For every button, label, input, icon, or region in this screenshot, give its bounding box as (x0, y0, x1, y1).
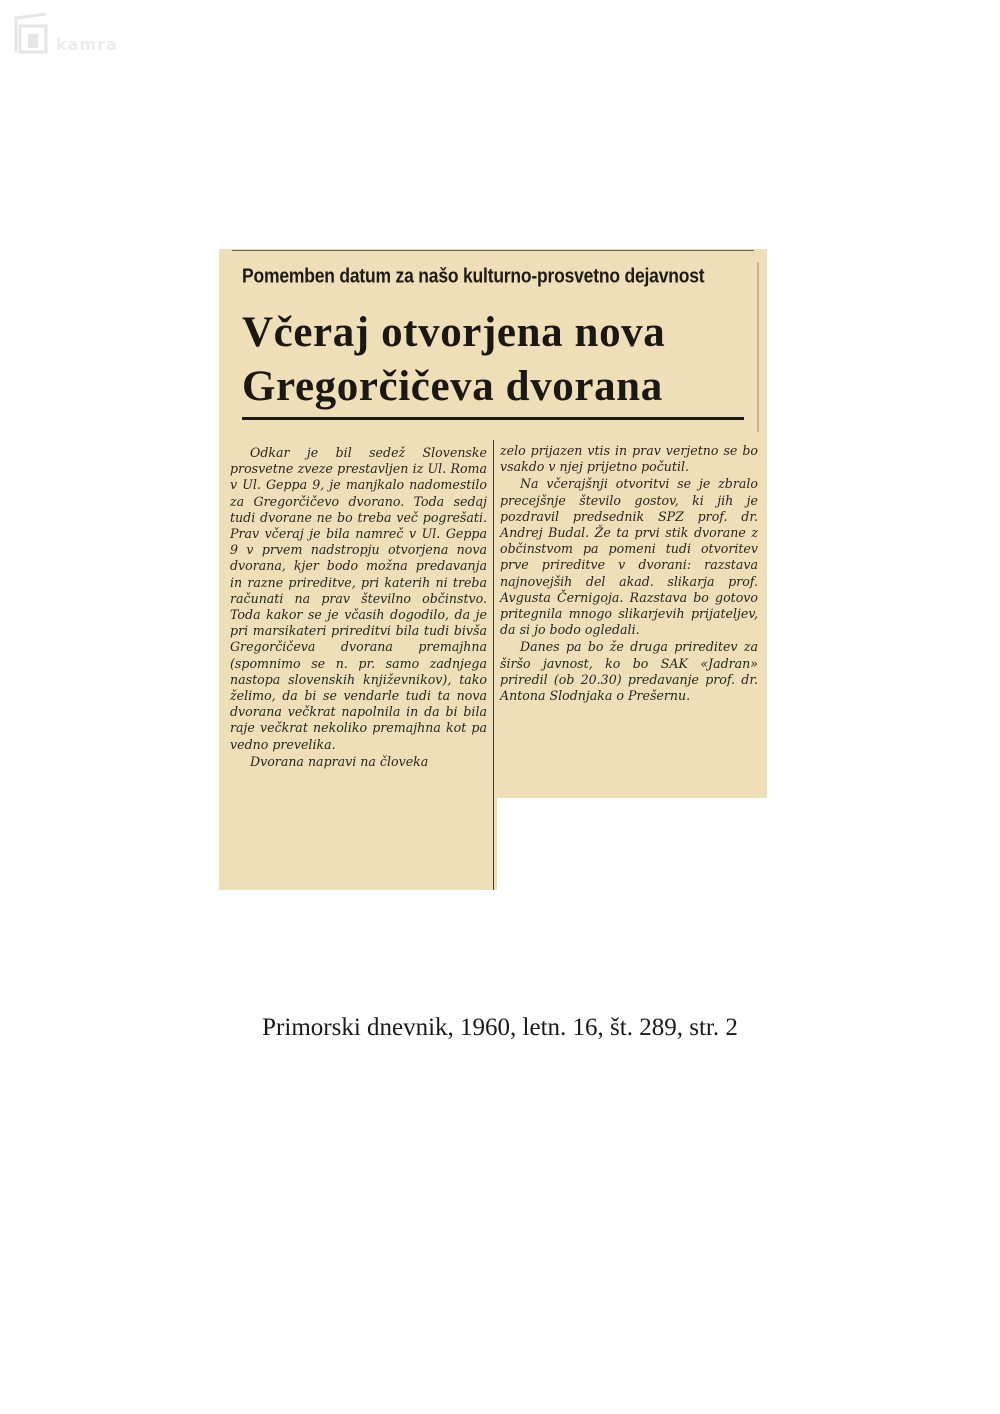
column-divider (493, 440, 494, 890)
clipping-top-rule (232, 250, 754, 251)
article-column-right (500, 443, 758, 704)
source-caption: Primorski dnevnik, 1960, letn. 16, št. 289, str. 2 (262, 1014, 738, 1041)
headline-line-1: Včeraj otvorjena nova (242, 309, 666, 356)
clipping-lower (219, 796, 497, 890)
headline-line-2: Gregorčičeva dvorana (242, 363, 663, 410)
left-paragraph-2: Dvorana napravi na človeka (250, 753, 429, 769)
watermark-text: kamra (56, 34, 118, 54)
headline-rule (242, 417, 744, 420)
article-headline (242, 306, 762, 414)
watermark-logo (10, 12, 118, 56)
right-paragraph-2: Na včerajšnji otvoritvi se je zbralo precejšnje število gostov, ki jih je pozdravil predsednik SPZ prof. dr. Andrej Budal. Že ta prvi stik dvorane z občinstvom pa pomeni tudi otvoritev prve prireditve v dvorani: razstava najnovejših del akad. slikarja prof. Avgusta Černigoja. Razstava bo gotovo pritegnila mnogo slikarjevih prijateljev, da si jo bodo ogledali. (500, 476, 758, 638)
kamra-logo-icon (10, 12, 54, 56)
right-paragraph-1: zelo prijazen vtis in prav verjetno se bo vsakdo v njej prijetno počutil. (500, 443, 758, 475)
article-column-left (230, 445, 487, 770)
article-kicker: Pomemben datum za našo kulturno-prosvetno dejavnost (242, 264, 705, 287)
left-paragraph-1: Odkar je bil sedež Slovenske prosvetne zveze prestavljen iz Ul. Roma v Ul. Geppa 9, je manjkalo nadomestilo za Gregorčičevo dvorano. Toda sedaj tudi dvorane ne bo treba več pogrešati. Prav včeraj je bila namreč v Ul. Geppa 9 v prvem nadstropju otvorjena nova dvorana, kjer bodo možna predavanja in razne prireditve, pri katerih ni treba računati na prav številno občinstvo. Toda kakor se je včasih dogodilo, da je pri marsikateri prireditvi bila tudi bivša Gregorčičeva dvorana premajhna (spomnimo se n. pr. samo zadnjega nastopa slovenskih književnikov), tako želimo, da bi se vendarle tudi ta nova dvorana večkrat napolnila in da bi bila raje večkrat nekoliko premajhna kot pa vedno prevelika. (230, 445, 487, 752)
right-paragraph-3: Danes pa bo že druga prireditev za širšo javnost, ko bo SAK «Jadran» priredil (ob 20.30) predavanje prof. dr. Antona Slodnjaka o Prešernu. (500, 639, 758, 704)
